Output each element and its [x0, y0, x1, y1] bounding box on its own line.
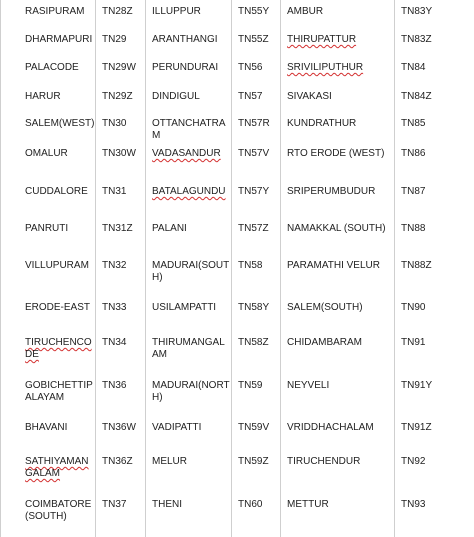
- place-name: PALANI: [152, 223, 187, 234]
- place-cell: [146, 331, 232, 374]
- place-cell: [281, 217, 395, 254]
- place-cell: [281, 296, 395, 331]
- place-name: DHARMAPURI: [25, 34, 92, 45]
- code-cell: [395, 0, 474, 28]
- place-name: RTO ERODE (WEST): [287, 148, 384, 159]
- rto-code: TN36Z: [102, 456, 133, 467]
- place-name: SRIVILIPUTHUR: [287, 62, 363, 73]
- place-name: TIRUCHENCODE: [25, 337, 92, 360]
- code-cell: [96, 450, 146, 493]
- place-name: TIRUCHENDUR: [287, 456, 360, 467]
- code-cell: [232, 374, 281, 416]
- place-cell: [1, 142, 96, 180]
- code-cell: [395, 85, 474, 112]
- rto-code: TN83Y: [401, 6, 432, 17]
- table-row: [1, 112, 474, 142]
- table-row: [1, 331, 474, 374]
- place-name: ARANTHANGI: [152, 34, 218, 45]
- place-name: OMALUR: [25, 148, 68, 159]
- rto-code: TN92: [401, 456, 425, 467]
- code-cell: [96, 217, 146, 254]
- place-name: PANRUTI: [25, 223, 68, 234]
- code-cell: [395, 180, 474, 217]
- place-name: NAMAKKAL (SOUTH): [287, 223, 386, 234]
- rto-code: TN86: [401, 148, 425, 159]
- place-name: THENI: [152, 499, 182, 510]
- place-cell: [281, 142, 395, 180]
- rto-code: TN55Y: [238, 6, 269, 17]
- place-cell: [1, 112, 96, 142]
- code-cell: [395, 416, 474, 450]
- code-cell: [232, 493, 281, 537]
- code-cell: [96, 142, 146, 180]
- rto-code: TN58: [238, 260, 262, 271]
- table-row: [1, 56, 474, 85]
- place-name: SIVAKASI: [287, 91, 332, 102]
- place-cell: [1, 254, 96, 296]
- place-name: PARAMATHI VELUR: [287, 260, 380, 271]
- place-name: THIRUMANGALAM: [152, 337, 225, 360]
- code-cell: [395, 112, 474, 142]
- code-cell: [395, 493, 474, 537]
- rto-code: TN91Y: [401, 380, 432, 391]
- place-cell: [146, 217, 232, 254]
- place-name: AMBUR: [287, 6, 323, 17]
- place-name: THIRUPATTUR: [287, 34, 356, 45]
- rto-code: TN90: [401, 302, 425, 313]
- rto-code: TN29Z: [102, 91, 133, 102]
- rto-code: TN58Y: [238, 302, 269, 313]
- code-cell: [395, 217, 474, 254]
- code-cell: [232, 331, 281, 374]
- rto-code: TN59: [238, 380, 262, 391]
- place-cell: [146, 493, 232, 537]
- rto-code: TN93: [401, 499, 425, 510]
- place-cell: [281, 180, 395, 217]
- code-cell: [232, 142, 281, 180]
- code-cell: [232, 217, 281, 254]
- code-cell: [232, 56, 281, 85]
- code-cell: [395, 56, 474, 85]
- place-cell: [1, 374, 96, 416]
- code-cell: [96, 180, 146, 217]
- place-name: COIMBATORE(SOUTH): [25, 499, 91, 522]
- table-row: [1, 180, 474, 217]
- rto-code: TN30W: [102, 148, 136, 159]
- place-cell: [146, 254, 232, 296]
- place-name: ILLUPPUR: [152, 6, 201, 17]
- rto-code: TN36: [102, 380, 126, 391]
- place-cell: [146, 416, 232, 450]
- place-name: SALEM(WEST): [25, 118, 94, 129]
- rto-code: TN30: [102, 118, 126, 129]
- rto-code: TN29: [102, 34, 126, 45]
- code-cell: [96, 0, 146, 28]
- code-cell: [395, 374, 474, 416]
- place-cell: [146, 450, 232, 493]
- table-row: [1, 296, 474, 331]
- rto-code: TN57R: [238, 118, 270, 129]
- rto-code: TN88: [401, 223, 425, 234]
- code-cell: [395, 142, 474, 180]
- place-cell: [1, 85, 96, 112]
- place-cell: [1, 331, 96, 374]
- place-name: VILLUPURAM: [25, 260, 89, 271]
- rto-code: TN36W: [102, 422, 136, 433]
- place-cell: [281, 0, 395, 28]
- place-name: MADURAI(NORTH): [152, 380, 230, 403]
- rto-code: TN85: [401, 118, 425, 129]
- place-name: OTTANCHATRAM: [152, 118, 226, 141]
- rto-code: TN31: [102, 186, 126, 197]
- rto-code: TN91: [401, 337, 425, 348]
- code-cell: [232, 296, 281, 331]
- rto-code: TN91Z: [401, 422, 432, 433]
- place-cell: [146, 85, 232, 112]
- rto-code: TN88Z: [401, 260, 432, 271]
- place-cell: [1, 493, 96, 537]
- place-name: VADIPATTI: [152, 422, 201, 433]
- place-cell: [281, 416, 395, 450]
- place-name: PALACODE: [25, 62, 79, 73]
- code-cell: [232, 28, 281, 56]
- place-name: PERUNDURAI: [152, 62, 218, 73]
- table-row: [1, 0, 474, 28]
- rto-code: TN56: [238, 62, 262, 73]
- place-name: BATALAGUNDU: [152, 186, 226, 197]
- place-name: DINDIGUL: [152, 91, 200, 102]
- code-cell: [96, 331, 146, 374]
- place-cell: [1, 0, 96, 28]
- place-name: HARUR: [25, 91, 61, 102]
- rto-code: TN84: [401, 62, 425, 73]
- place-name: MELUR: [152, 456, 187, 467]
- code-cell: [232, 416, 281, 450]
- code-cell: [395, 296, 474, 331]
- rto-code: TN34: [102, 337, 126, 348]
- place-cell: [1, 416, 96, 450]
- table-row: [1, 217, 474, 254]
- place-name: RASIPURAM: [25, 6, 84, 17]
- place-name: CUDDALORE: [25, 186, 88, 197]
- code-cell: [232, 180, 281, 217]
- rto-code: TN33: [102, 302, 126, 313]
- table-row: [1, 493, 474, 537]
- table-row: [1, 416, 474, 450]
- table-row: [1, 28, 474, 56]
- table-row: [1, 85, 474, 112]
- code-cell: [96, 416, 146, 450]
- place-name: VADASANDUR: [152, 148, 221, 159]
- rto-code: TN57Z: [238, 223, 269, 234]
- place-cell: [281, 254, 395, 296]
- rto-code: TN37: [102, 499, 126, 510]
- place-cell: [281, 112, 395, 142]
- code-cell: [96, 493, 146, 537]
- place-cell: [1, 450, 96, 493]
- rto-code: TN60: [238, 499, 262, 510]
- code-cell: [395, 450, 474, 493]
- place-name: MADURAI(SOUTH): [152, 260, 229, 283]
- rto-code: TN57Y: [238, 186, 269, 197]
- place-name: ERODE-EAST: [25, 302, 90, 313]
- rto-code: TN87: [401, 186, 425, 197]
- table-body: [1, 0, 474, 537]
- place-cell: [146, 0, 232, 28]
- place-name: BHAVANI: [25, 422, 67, 433]
- code-cell: [395, 28, 474, 56]
- rto-code: TN55Z: [238, 34, 269, 45]
- rto-code: TN28Z: [102, 6, 133, 17]
- place-cell: [281, 450, 395, 493]
- rto-code: TN29W: [102, 62, 136, 73]
- code-cell: [232, 450, 281, 493]
- place-cell: [281, 374, 395, 416]
- place-cell: [281, 331, 395, 374]
- place-name: SALEM(SOUTH): [287, 302, 363, 313]
- rto-code: TN32: [102, 260, 126, 271]
- place-cell: [146, 28, 232, 56]
- place-cell: [146, 296, 232, 331]
- rto-code: TN59V: [238, 422, 269, 433]
- place-name: SATHIYAMANGALAM: [25, 456, 89, 479]
- code-cell: [395, 331, 474, 374]
- rto-code: TN59Z: [238, 456, 269, 467]
- place-cell: [1, 28, 96, 56]
- code-cell: [96, 112, 146, 142]
- code-cell: [232, 85, 281, 112]
- code-cell: [96, 56, 146, 85]
- code-cell: [96, 85, 146, 112]
- place-name: VRIDDHACHALAM: [287, 422, 374, 433]
- place-name: KUNDRATHUR: [287, 118, 356, 129]
- place-name: SRIPERUMBUDUR: [287, 186, 375, 197]
- place-cell: [281, 493, 395, 537]
- place-name: CHIDAMBARAM: [287, 337, 362, 348]
- place-name: METTUR: [287, 499, 329, 510]
- code-cell: [96, 296, 146, 331]
- place-cell: [146, 112, 232, 142]
- place-cell: [146, 180, 232, 217]
- rto-code: TN31Z: [102, 223, 133, 234]
- table-row: [1, 254, 474, 296]
- place-cell: [1, 296, 96, 331]
- place-cell: [1, 180, 96, 217]
- place-cell: [146, 56, 232, 85]
- place-cell: [281, 85, 395, 112]
- place-name: NEYVELI: [287, 380, 329, 391]
- place-cell: [281, 28, 395, 56]
- table-row: [1, 450, 474, 493]
- place-cell: [146, 142, 232, 180]
- code-cell: [395, 254, 474, 296]
- rto-code: TN58Z: [238, 337, 269, 348]
- table-row: [1, 142, 474, 180]
- place-name: USILAMPATTI: [152, 302, 216, 313]
- code-cell: [232, 254, 281, 296]
- code-cell: [96, 28, 146, 56]
- rto-code: TN83Z: [401, 34, 432, 45]
- place-cell: [1, 56, 96, 85]
- place-cell: [1, 217, 96, 254]
- code-cell: [232, 0, 281, 28]
- table-row: [1, 374, 474, 416]
- place-cell: [281, 56, 395, 85]
- rto-code: TN57: [238, 91, 262, 102]
- rto-code: TN84Z: [401, 91, 432, 102]
- place-name: GOBICHETTIPALAYAM: [25, 380, 93, 403]
- code-cell: [96, 374, 146, 416]
- place-cell: [146, 374, 232, 416]
- code-cell: [96, 254, 146, 296]
- rto-code: TN57V: [238, 148, 269, 159]
- code-cell: [232, 112, 281, 142]
